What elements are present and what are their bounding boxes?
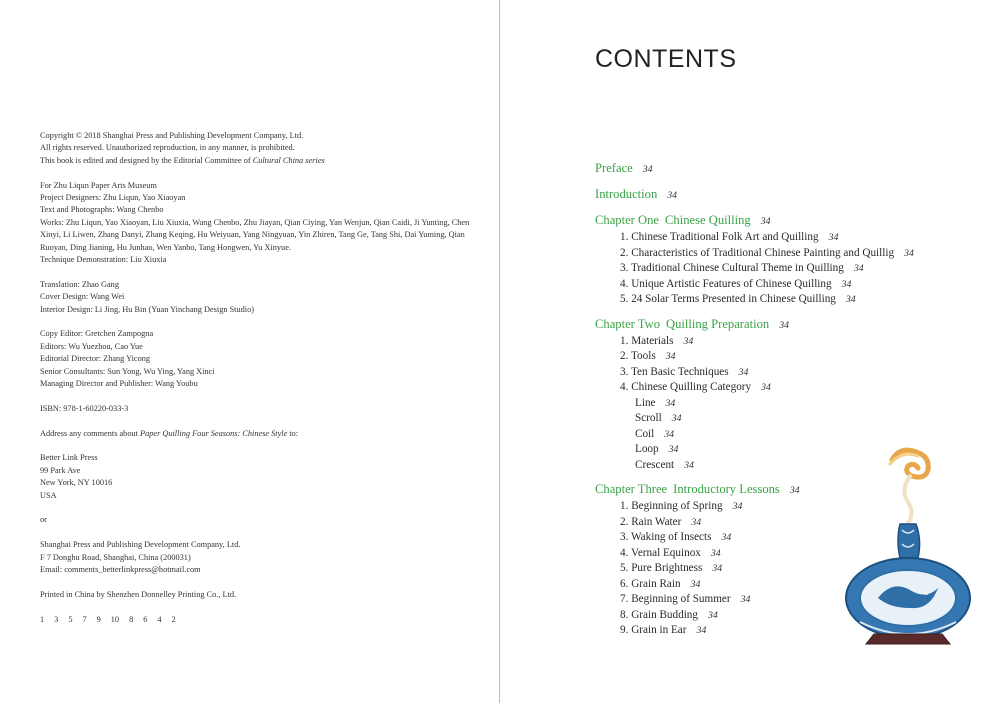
toc-page-number: 34: [668, 444, 679, 455]
toc-page-number: 34: [712, 563, 723, 574]
toc-entry-label: 9. Grain in Ear: [620, 624, 687, 636]
chapter-name: Quilling Preparation: [666, 316, 770, 331]
book-title: Paper Quilling Four Seasons: Chinese Style: [140, 428, 288, 438]
print-number: 10: [110, 614, 120, 624]
toc-entry[interactable]: [595, 365, 995, 381]
copyright-line: Copyright © 2018 Shanghai Press and Publishing Development Company, Ltd.: [40, 131, 304, 140]
printed-block: [40, 589, 480, 601]
toc-introduction[interactable]: [595, 186, 995, 204]
toc-entry-label: 2. Rain Water: [620, 515, 682, 528]
toc-entry-label: 2. Characteristics of Traditional Chinese Painting and Quillig: [620, 246, 895, 259]
address-intro: [40, 428, 480, 440]
print-number: 1: [40, 614, 45, 624]
toc-page-number: 34: [760, 216, 771, 227]
edited-line: [40, 155, 480, 167]
address-cn-block: [40, 539, 480, 576]
toc-page-number: 34: [691, 516, 702, 528]
print-number: 5: [68, 614, 73, 624]
credits-block-1: [40, 180, 480, 267]
print-number: 6: [143, 614, 148, 624]
toc-page-number: 34: [740, 594, 751, 605]
print-number: 3: [54, 614, 59, 624]
or-text: or: [40, 515, 47, 525]
print-number-line: [40, 614, 480, 626]
toc-page-number: 34: [779, 319, 789, 331]
toc-preface[interactable]: [595, 160, 995, 178]
credit-line: Editorial Director: Zhang Yicong: [40, 354, 151, 364]
print-number: 2: [171, 614, 176, 624]
toc-entry[interactable]: [595, 277, 995, 293]
toc-page-number: 34: [667, 190, 678, 201]
printed-line: Printed in China by Shenzhen Donnelley Printing Co., Ltd.: [40, 589, 237, 599]
toc-page-number: 34: [664, 428, 675, 440]
toc-entry[interactable]: [595, 292, 995, 308]
copyright-page: [0, 0, 499, 703]
toc-chapter-two[interactable]: [595, 316, 995, 334]
toc-entry[interactable]: [595, 334, 995, 350]
chapter-number: Chapter Two: [595, 316, 660, 331]
toc-entry-label: 8. Grain Budding: [620, 608, 698, 621]
toc-page-number: 34: [671, 413, 682, 424]
toc-entry-label: Scroll: [635, 412, 662, 424]
toc-chapter-one[interactable]: [595, 212, 995, 230]
email-line: Email: comments_betterlinkpress@hotmail.com: [40, 565, 201, 575]
toc-entry-label: 6. Grain Rain: [620, 577, 681, 590]
credit-line: Editors: Wu Yuezhou, Cao Yue: [40, 341, 143, 351]
toc-page-number: 34: [684, 459, 694, 471]
print-number: 9: [96, 614, 101, 624]
contents-title: CONTENTS: [595, 45, 737, 73]
toc-entry[interactable]: [595, 230, 995, 246]
toc-page-number: 34: [642, 164, 653, 175]
credit-line: Copy Editor: Gretchen Zampogna: [40, 329, 154, 339]
toc-entry[interactable]: [595, 246, 995, 262]
toc-entry-label: 5. Pure Brightness: [620, 562, 703, 574]
toc-entry-label: 3. Waking of Insects: [620, 531, 712, 543]
credit-line: Interior Design: Li Jing, Hu Bin (Yuan Yinchang Design Studio): [40, 304, 255, 314]
toc-entry-label: 5. 24 Solar Terms Presented in Chinese Quilling: [620, 293, 836, 305]
works-credit: Works: Zhu Liqun, Yao Xiaoyan, Liu Xiuxia, Wang Chenbo, Zhu Jiayan, Qian Ciying, Yan Wenjun, Qian Caidi, Ji Yunting, Chen Xinyi, Li Liwen, Zhang Danyi, Zhang Keqing, Hu Weiyuan, Yang Ningyuan, Yin Zhiren, Tang Ge, Tang Shi, Dai Yuming, Qian Ruoyan, Ding Jianing, Hu Junhao, Wen Yanbo, Tang Hongwen, Yu Xinyue.: [40, 217, 470, 252]
toc-page-number: 34: [696, 625, 707, 636]
chapter-name: Introductory Lessons: [673, 482, 780, 496]
address-line: Better Link Press: [40, 453, 98, 463]
toc-page-number: 34: [828, 232, 839, 243]
toc-subentry[interactable]: [595, 411, 995, 427]
toc-page-number: 34: [738, 366, 749, 378]
toc-page-number: 34: [683, 335, 694, 347]
edited-prefix: This book is edited and designed by the Editorial Committee of: [40, 155, 253, 165]
address-line: New York, NY 10016: [40, 478, 113, 488]
vase-stand: [866, 634, 950, 644]
toc-entry-label: 4. Chinese Quilling Category: [620, 381, 752, 393]
technique-credit: Technique Demonstration: Liu Xiuxia: [40, 255, 167, 265]
toc-page-number: 34: [665, 397, 676, 409]
toc-page-number: 34: [789, 485, 800, 496]
credit-line: For Zhu Liqun Paper Arts Museum: [40, 180, 157, 190]
isbn: ISBN: 978-1-60220-033-3: [40, 403, 129, 413]
series-name: Cultural China series: [252, 155, 325, 165]
address-line: Shanghai Press and Publishing Development Company, Ltd.: [40, 540, 241, 550]
toc-entry-label: 1. Chinese Traditional Folk Art and Quilling: [620, 231, 819, 243]
toc-entry-label: 4. Vernal Equinox: [620, 546, 701, 559]
credit-line: Senior Consultants: Sun Yong, Wu Ying, Yang Xinci: [40, 366, 215, 376]
smoke-ribbon: [904, 476, 911, 526]
credits-block-2: [40, 279, 480, 316]
toc-entry-label: 3. Ten Basic Techniques: [620, 365, 729, 378]
copyright-text: [40, 130, 480, 626]
toc-entry[interactable]: [595, 261, 995, 277]
toc-page-number: 34: [721, 532, 732, 543]
credit-line: Project Designers: Zhu Liqun, Yao Xiaoyan: [40, 193, 186, 203]
toc-page-number: 34: [853, 263, 864, 274]
toc-entry-label: 3. Traditional Chinese Cultural Theme in Quilling: [620, 262, 844, 274]
toc-page-number: 34: [708, 609, 718, 621]
isbn-block: [40, 403, 480, 415]
address-prefix: Address any comments about: [40, 428, 141, 438]
toc-entry-label: 1. Materials: [620, 334, 674, 347]
toc-subentry[interactable]: [595, 396, 995, 412]
toc-entry[interactable]: [595, 349, 995, 365]
address-intro-block: [40, 428, 480, 440]
address-line: USA: [40, 490, 57, 500]
address-line: F 7 Donghu Road, Shanghai, China (200031): [40, 552, 191, 562]
credit-line: Translation: Zhao Gang: [40, 279, 119, 289]
toc-entry[interactable]: [595, 380, 995, 396]
chapter-number: Chapter Three: [595, 482, 668, 496]
toc-entry-label: Coil: [635, 427, 655, 440]
contents-page: [500, 0, 1000, 703]
print-number: 8: [129, 614, 134, 624]
toc-entry-label: 1. Beginning of Spring: [620, 500, 723, 512]
credit-line: Cover Design: Wang Wei: [40, 292, 125, 302]
toc-page-number: 34: [710, 547, 721, 559]
toc-entry-label: Crescent: [635, 458, 675, 471]
credits-block-3: [40, 328, 480, 390]
toc-page-number: 34: [690, 578, 701, 590]
toc-entry-label: Loop: [635, 443, 659, 455]
print-number: 4: [157, 614, 162, 624]
rights-line: All rights reserved. Unauthorized reproduction, in any manner, is prohibited.: [40, 143, 295, 153]
quilled-vase-illustration: [830, 440, 990, 650]
toc-page-number: 34: [732, 501, 743, 512]
address-us-block: [40, 452, 480, 502]
toc-label: Introduction: [595, 187, 658, 201]
toc-entry-label: Line: [635, 396, 656, 409]
toc-page-number: 34: [904, 247, 914, 259]
address-suffix: to:: [287, 428, 299, 438]
chapter-name: Chinese Quilling: [665, 213, 751, 227]
toc-entry-label: 7. Beginning of Summer: [620, 593, 731, 605]
toc-label: Preface: [595, 161, 633, 175]
fish-eye: [923, 589, 929, 595]
or-block: [40, 514, 480, 526]
address-line: 99 Park Ave: [40, 465, 81, 475]
toc-page-number: 34: [665, 351, 676, 362]
credit-line: Managing Director and Publisher: Wang Youbu: [40, 379, 198, 389]
toc-entry-label: 2. Tools: [620, 350, 656, 362]
rights-block: [40, 130, 480, 167]
chapter-number: Chapter One: [595, 213, 659, 227]
toc-page-number: 34: [845, 294, 856, 305]
toc-page-number: 34: [841, 278, 852, 290]
vase-neck: [898, 524, 920, 558]
print-number: 7: [82, 614, 87, 624]
toc-page-number: 34: [761, 382, 771, 393]
credit-line: Text and Photographs: Wang Chenbo: [40, 205, 164, 215]
toc-entry-label: 4. Unique Artistic Features of Chinese Quilling: [620, 277, 832, 290]
